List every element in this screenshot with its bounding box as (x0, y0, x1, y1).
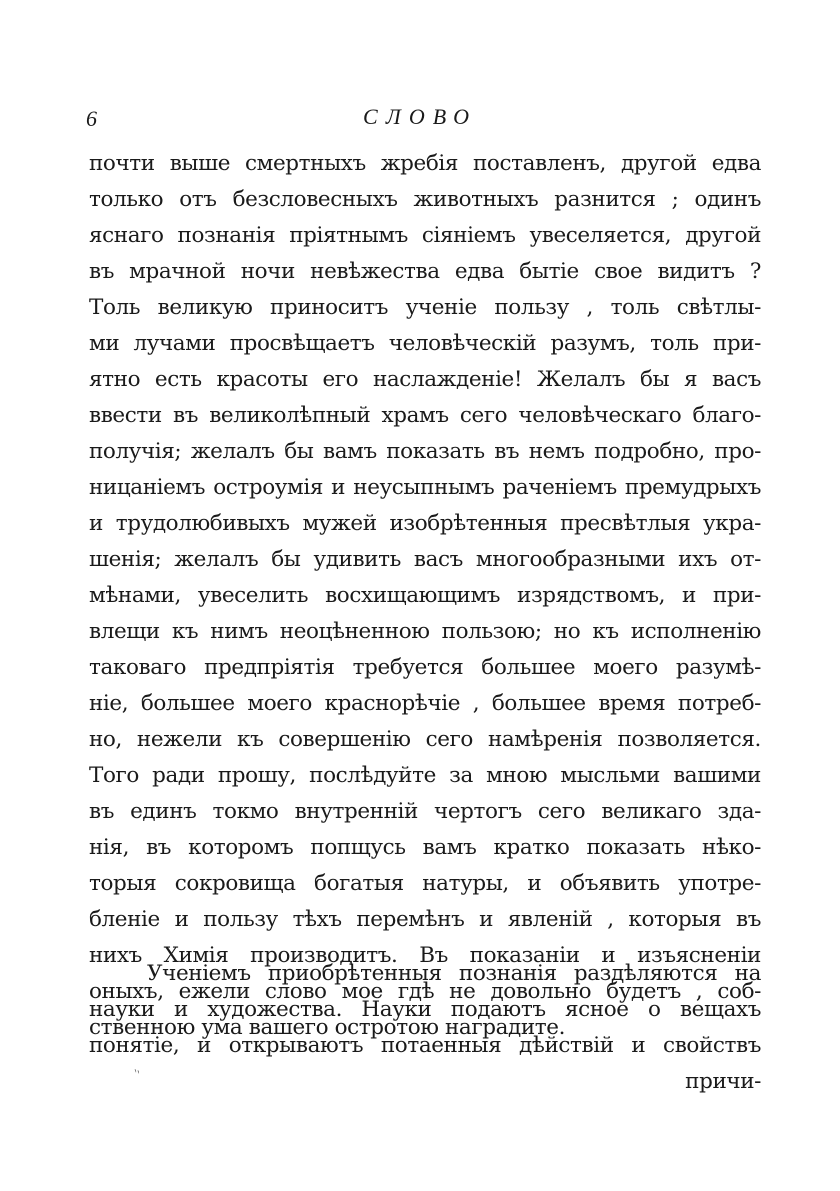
running-title: СЛОВО (362, 104, 478, 129)
text-line: въ единъ токмо внутренній чертогъ сего великаго зда- (89, 799, 761, 824)
text-line: но, нежели къ совершенію сего намѣренія позволяется. (89, 727, 761, 752)
text-line: Ученіемъ приобрѣтенныя познанія раздѣляются на (147, 961, 761, 986)
text-line: влещи къ нимъ неоцѣненною пользою; но къ исполненію (89, 619, 761, 644)
text-line: нихъ Химія производитъ. Въ показаніи и изъясненіи (89, 943, 761, 968)
text-line: ственною ума вашего остротою наградите. (89, 1015, 566, 1040)
text-line: науки и художества. Науки подаютъ ясное о вещахъ (89, 997, 761, 1022)
text-line: получія; желалъ бы вамъ показать въ немъ подробно, про- (89, 439, 761, 464)
text-line: почти выше смертныхъ жребія поставленъ, другой едва (89, 151, 761, 176)
text-line: торыя сокровища богатыя натуры, и объявить употре- (89, 871, 761, 896)
text-line: Толь великую приноситъ ученіе пользу , толь свѣтлы- (89, 295, 761, 320)
text-line: и трудолюбивыхъ мужей изобрѣтенныя пресвѣтлыя укра- (89, 511, 761, 536)
page-number: 6 (86, 106, 97, 131)
text-line: въ мрачной ночи невѣжества едва бытіе свое видитъ ? (89, 259, 761, 284)
text-line: только отъ безсловесныхъ животныхъ разнится ; одинъ (89, 187, 761, 212)
text-line: шенія; желалъ бы удивить васъ многообразными ихъ от- (89, 547, 761, 572)
ink-smudge: ‵‵ (129, 1067, 141, 1085)
paragraph-1 (89, 146, 761, 1046)
text-line: Того ради прошу, послѣдуйте за мною мысльми вашими (89, 763, 761, 788)
text-line: яснаго познанія пріятнымъ сіяніемъ увеселяется, другой (89, 223, 761, 248)
text-line: ницаніемъ остроумія и неусыпнымъ раченіемъ премудрыхъ (89, 475, 761, 500)
paragraph-2 (89, 956, 761, 1100)
text-line: понятіе, и открываютъ потаенныя дѣйствій и свойствъ (89, 1033, 761, 1058)
text-line: ми лучами просвѣщаетъ человѣческій разумъ, толь при- (89, 331, 761, 356)
text-line: ятно есть красоты его наслажденіе! Желалъ бы я васъ (89, 367, 761, 392)
text-line: таковаго предпріятія требуется большее моего разумѣ- (89, 655, 761, 680)
text-line: ніе, большее моего краснорѣчіе , большее время потреб- (89, 691, 761, 716)
text-line: ввести въ великолѣпный храмъ сего человѣческаго благо- (89, 403, 761, 428)
text-line: мѣнами, увеселить восхищающимъ изрядствомъ, и при- (89, 583, 761, 608)
text-line: нія, въ которомъ попщусь вамъ кратко показать нѣко- (89, 835, 761, 860)
catchword: причи- (685, 1069, 761, 1094)
text-line: бленіе и пользу тѣхъ перемѣнъ и явленій , которыя въ (89, 907, 761, 932)
text-line: оныхъ, ежели слово мое гдѣ не довольно будетъ , соб- (89, 979, 761, 1004)
